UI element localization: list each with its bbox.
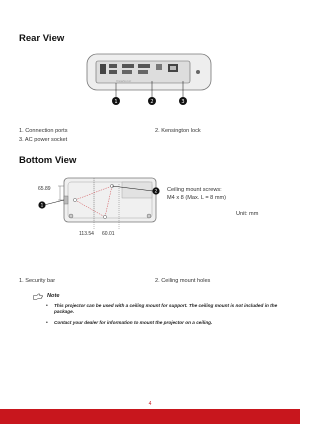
bottom-item-ceiling-mount-holes: 2. Ceiling mount holes xyxy=(155,278,211,284)
note-text-1: This projector can be used with a ceiling mount for support. The ceiling mount is not included in the package. xyxy=(54,303,278,315)
unit-label: Unit: mm xyxy=(236,211,259,217)
rear-item-connection-ports: 1. Connection ports xyxy=(19,128,68,134)
note-text-2: Contact your dealer for information to mount the projector on a ceiling. xyxy=(54,320,213,325)
bottom-item-security-bar: 1. Security bar xyxy=(19,278,56,284)
brand-mark: ViewSonic xyxy=(116,79,132,83)
svg-text:2: 2 xyxy=(150,98,154,105)
rear-item-ac-power-socket: 3. AC power socket xyxy=(19,137,68,143)
bottom-view-heading: Bottom View xyxy=(19,155,77,166)
bottom-callout-1 xyxy=(38,201,45,208)
rear-view-heading: Rear View xyxy=(19,33,65,44)
page-number: 4 xyxy=(148,401,152,407)
svg-text:1: 1 xyxy=(114,98,118,105)
svg-text:1: 1 xyxy=(40,203,44,209)
dimension-left: 65.89 xyxy=(38,186,51,192)
bottom-view-illustration xyxy=(34,174,174,236)
ceiling-mount-screws-label: Ceiling mount screws: xyxy=(167,187,222,193)
note-bullet-1: • xyxy=(46,303,48,309)
rear-item-kensington-lock: 2. Kensington lock xyxy=(155,128,201,134)
rear-callout-1 xyxy=(112,97,120,105)
svg-text:2: 2 xyxy=(154,189,158,195)
rear-view-illustration xyxy=(86,52,212,108)
svg-text:3: 3 xyxy=(181,98,185,105)
note-bullet-2: • xyxy=(46,320,48,326)
footer-bar xyxy=(0,409,300,424)
dimension-bottom-2: 60.01 xyxy=(102,231,115,237)
rear-callout-2 xyxy=(148,97,156,105)
note-hand-icon xyxy=(33,293,43,300)
rear-callout-3 xyxy=(179,97,187,105)
note-title: Note xyxy=(47,293,60,299)
dimension-bottom-1: 113.54 xyxy=(79,231,94,237)
ceiling-mount-screws-spec: M4 x 8 (Max. L = 8 mm) xyxy=(167,195,227,201)
